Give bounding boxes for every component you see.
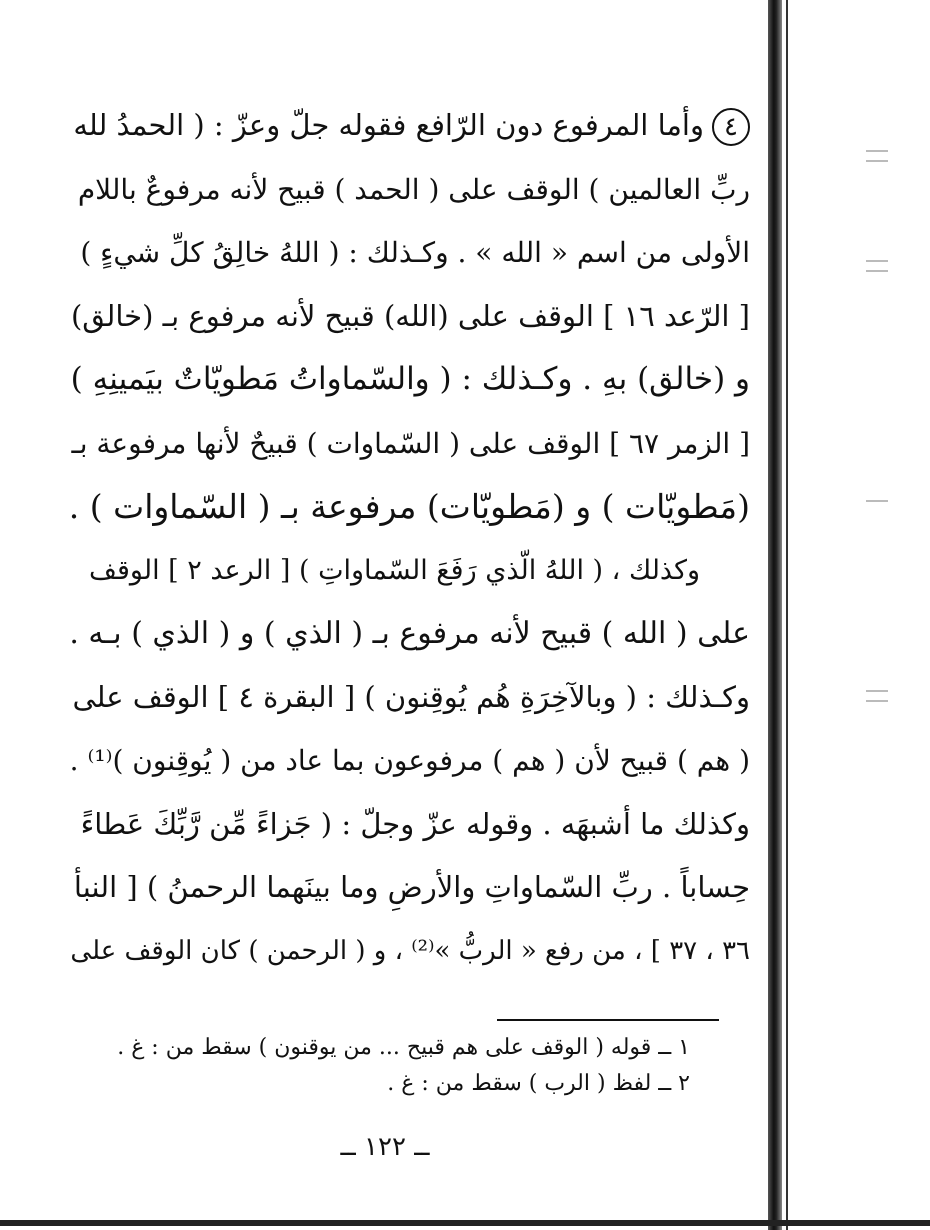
text-line: ( هم ) قبيح لأن ( هم ) مرفوعون بما عاد من ( يُوقِنون )⁽¹⁾ . (69, 744, 750, 777)
book-binding-line (786, 0, 788, 1230)
text-line: [ الرّعد ١٦ ] الوقف على (الله) قبيح لأنه مرفوع بـ (خالق) (70, 298, 750, 333)
paragraph-number-marker: ٤ (712, 108, 750, 146)
book-binding-shadow (768, 0, 782, 1230)
page-bottom-edge (0, 1220, 930, 1226)
text-line: ربِّ العالمين ) الوقف على ( الحمد ) قبيح لأنه مرفوعٌ باللام (77, 172, 750, 206)
margin-scan-marks (866, 0, 896, 1230)
text-line: وكذلك ما أشبهَه . وقوله عزّ وجلّ : ( جَزاءً مِّن رَّبِّكَ عَطاءً (80, 806, 750, 841)
text-line: وكـذلك : ( وبالآخِرَةِ هُم يُوقِنون ) [ البقرة ٤ ] الوقف على (72, 679, 750, 714)
text-line: على ( الله ) قبيح لأنه مرفوع بـ ( الذي ) و ( الذي ) بـه . (69, 616, 750, 651)
page-number: ــ ١٢٢ ــ (340, 1132, 430, 1162)
text-line: ٣٦ ، ٣٧ ] ، من رفع « الربُّ »⁽²⁾ ، و ( الرحمن ) كان الوقف على (70, 935, 750, 966)
footnotes (110, 1030, 690, 1102)
footnote-2: ٢ ــ لفظ ( الرب ) سقط من : غ . (387, 1071, 690, 1096)
text-line: و (خالق) بهِ . وكـذلك : ( والسّماواتُ مَطويّاتٌ بيَمينِهِ ) (70, 361, 750, 397)
text-line: ٤وأما المرفوع دون الرّافع فقوله جلّ وعزّ : ( الحمدُ لله (70, 94, 750, 158)
footnote-separator (497, 1019, 719, 1021)
text-line: وكذلك ، ( اللهُ الّذي رَفَعَ السّماواتِ ) [ الرعد ٢ ] الوقف (89, 554, 700, 586)
main-text (70, 94, 750, 983)
text-line: [ الزمر ٦٧ ] الوقف على ( السّماوات ) قبيحٌ لأنها مرفوعة بـ (71, 426, 750, 460)
text-line: الأولى من اسم « الله » . وكـذلك : ( اللهُ خالِقُ كلِّ شيءٍ ) (80, 236, 750, 269)
text-line: (مَطويّات ) و (مَطويّات) مرفوعة بـ ( السّماوات ) . (68, 487, 750, 526)
footnote-1: ١ ــ قوله ( الوقف على هم قبيح ... من يوقنون ) سقط من : غ . (117, 1035, 690, 1060)
text-line: حِساباً . ربِّ السّماواتِ والأرضِ وما بينَهما الرحمنُ ) [ النبأ (73, 870, 750, 904)
